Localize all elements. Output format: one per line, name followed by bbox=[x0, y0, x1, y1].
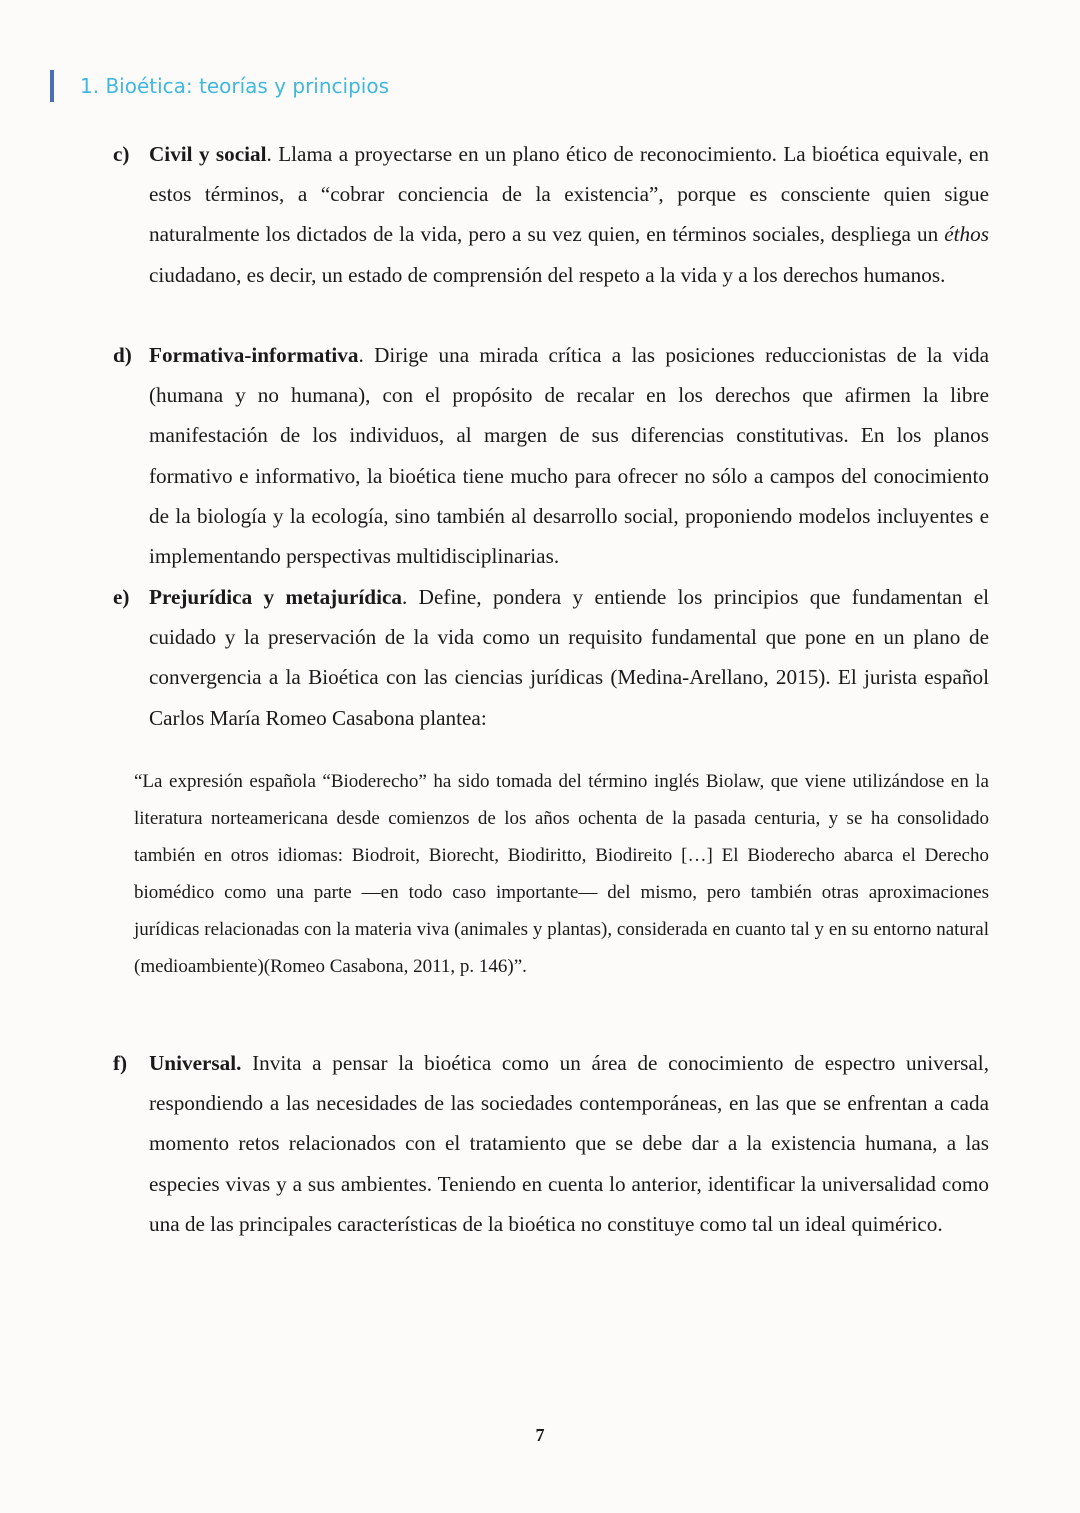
item-label: e) bbox=[113, 585, 130, 609]
list-item-e bbox=[113, 577, 989, 738]
list-item-c bbox=[113, 134, 989, 295]
item-italic: éthos bbox=[944, 222, 989, 247]
item-text: . Llama a proyectarse en un plano ético de reconocimiento. La bioética equivale, en estos términos, a “cobrar conciencia de la existencia”, porque es consciente quien sigue naturalmente los dictados de la vida, pero a su vez quien, en términos sociales, despliega un bbox=[149, 142, 989, 247]
block-quote: “La expresión española “Bioderecho” ha sido tomada del término inglés Biolaw, que viene utilizándose en la literatura norteamericana desde comienzos de los años ochenta de la pasada centuria, y se ha consolidado también en otros idiomas: Biodroit, Biorecht, Biodiritto, Biodireito […] El Bioderecho abarca el Derecho biomédico como una parte —en todo caso importante— del mismo, pero también otras aproximaciones jurídicas relacionadas con la materia viva (animales y plantas), considerada en cuanto tal y en su entorno natural (medioambiente)(Romeo Casabona, 2011, p. 146)”. bbox=[134, 771, 989, 977]
header-accent-bar bbox=[50, 70, 54, 102]
item-label: f) bbox=[113, 1051, 128, 1075]
chapter-header bbox=[50, 70, 389, 102]
item-text: . Dirige una mirada crítica a las posiciones reduccionistas de la vida (humana y no humana), con el propósito de recalar en los derechos que afirmen la libre manifestación de los individuos, al margen de sus diferencias constitutivas. En los planos formativo e informativo, la bioética tiene mucho para ofrecer no sólo a campos del conocimiento de la biología y la ecología, sino también al desarrollo social, proponiendo modelos incluyentes e implementando perspectivas multidisciplinarias. bbox=[149, 343, 989, 569]
item-text-end: ciudadano, es decir, un estado de comprensión del respeto a la vida y a los derechos humanos. bbox=[149, 262, 946, 287]
item-text: Invita a pensar la bioética como un área de conocimiento de espectro universal, respondiendo a las necesidades de las sociedades contemporáneas, en las que se enfrentan a cada momento retos relacionados con el tratamiento que se debe dar a la existencia humana, a las especies vivas y a sus ambientes. Teniendo en cuenta lo anterior, identificar la universalidad como una de las principales características de la bioética no constituye como tal un ideal quimérico. bbox=[149, 1051, 989, 1236]
item-label: c) bbox=[113, 142, 130, 166]
item-text: . Define, pondera y entiende los principios que fundamentan el cuidado y la preservación de la vida como un requisito fundamental que pone en un plano de convergencia a la Bioética con las ciencias jurídicas (Medina-Arellano, 2015). El jurista español Carlos María Romeo Casabona plantea: bbox=[149, 585, 989, 730]
item-label: d) bbox=[113, 343, 132, 367]
item-title: Formativa-informativa bbox=[149, 343, 359, 367]
item-title: Civil y social bbox=[149, 142, 267, 166]
list-item-d bbox=[113, 335, 989, 576]
item-title: Prejurídica y metajurídica bbox=[149, 585, 402, 609]
chapter-title: 1. Bioética: teorías y principios bbox=[80, 74, 390, 98]
item-title: Universal. bbox=[149, 1051, 242, 1075]
list-item-f bbox=[113, 1043, 989, 1244]
page-number: 7 bbox=[535, 1425, 545, 1445]
